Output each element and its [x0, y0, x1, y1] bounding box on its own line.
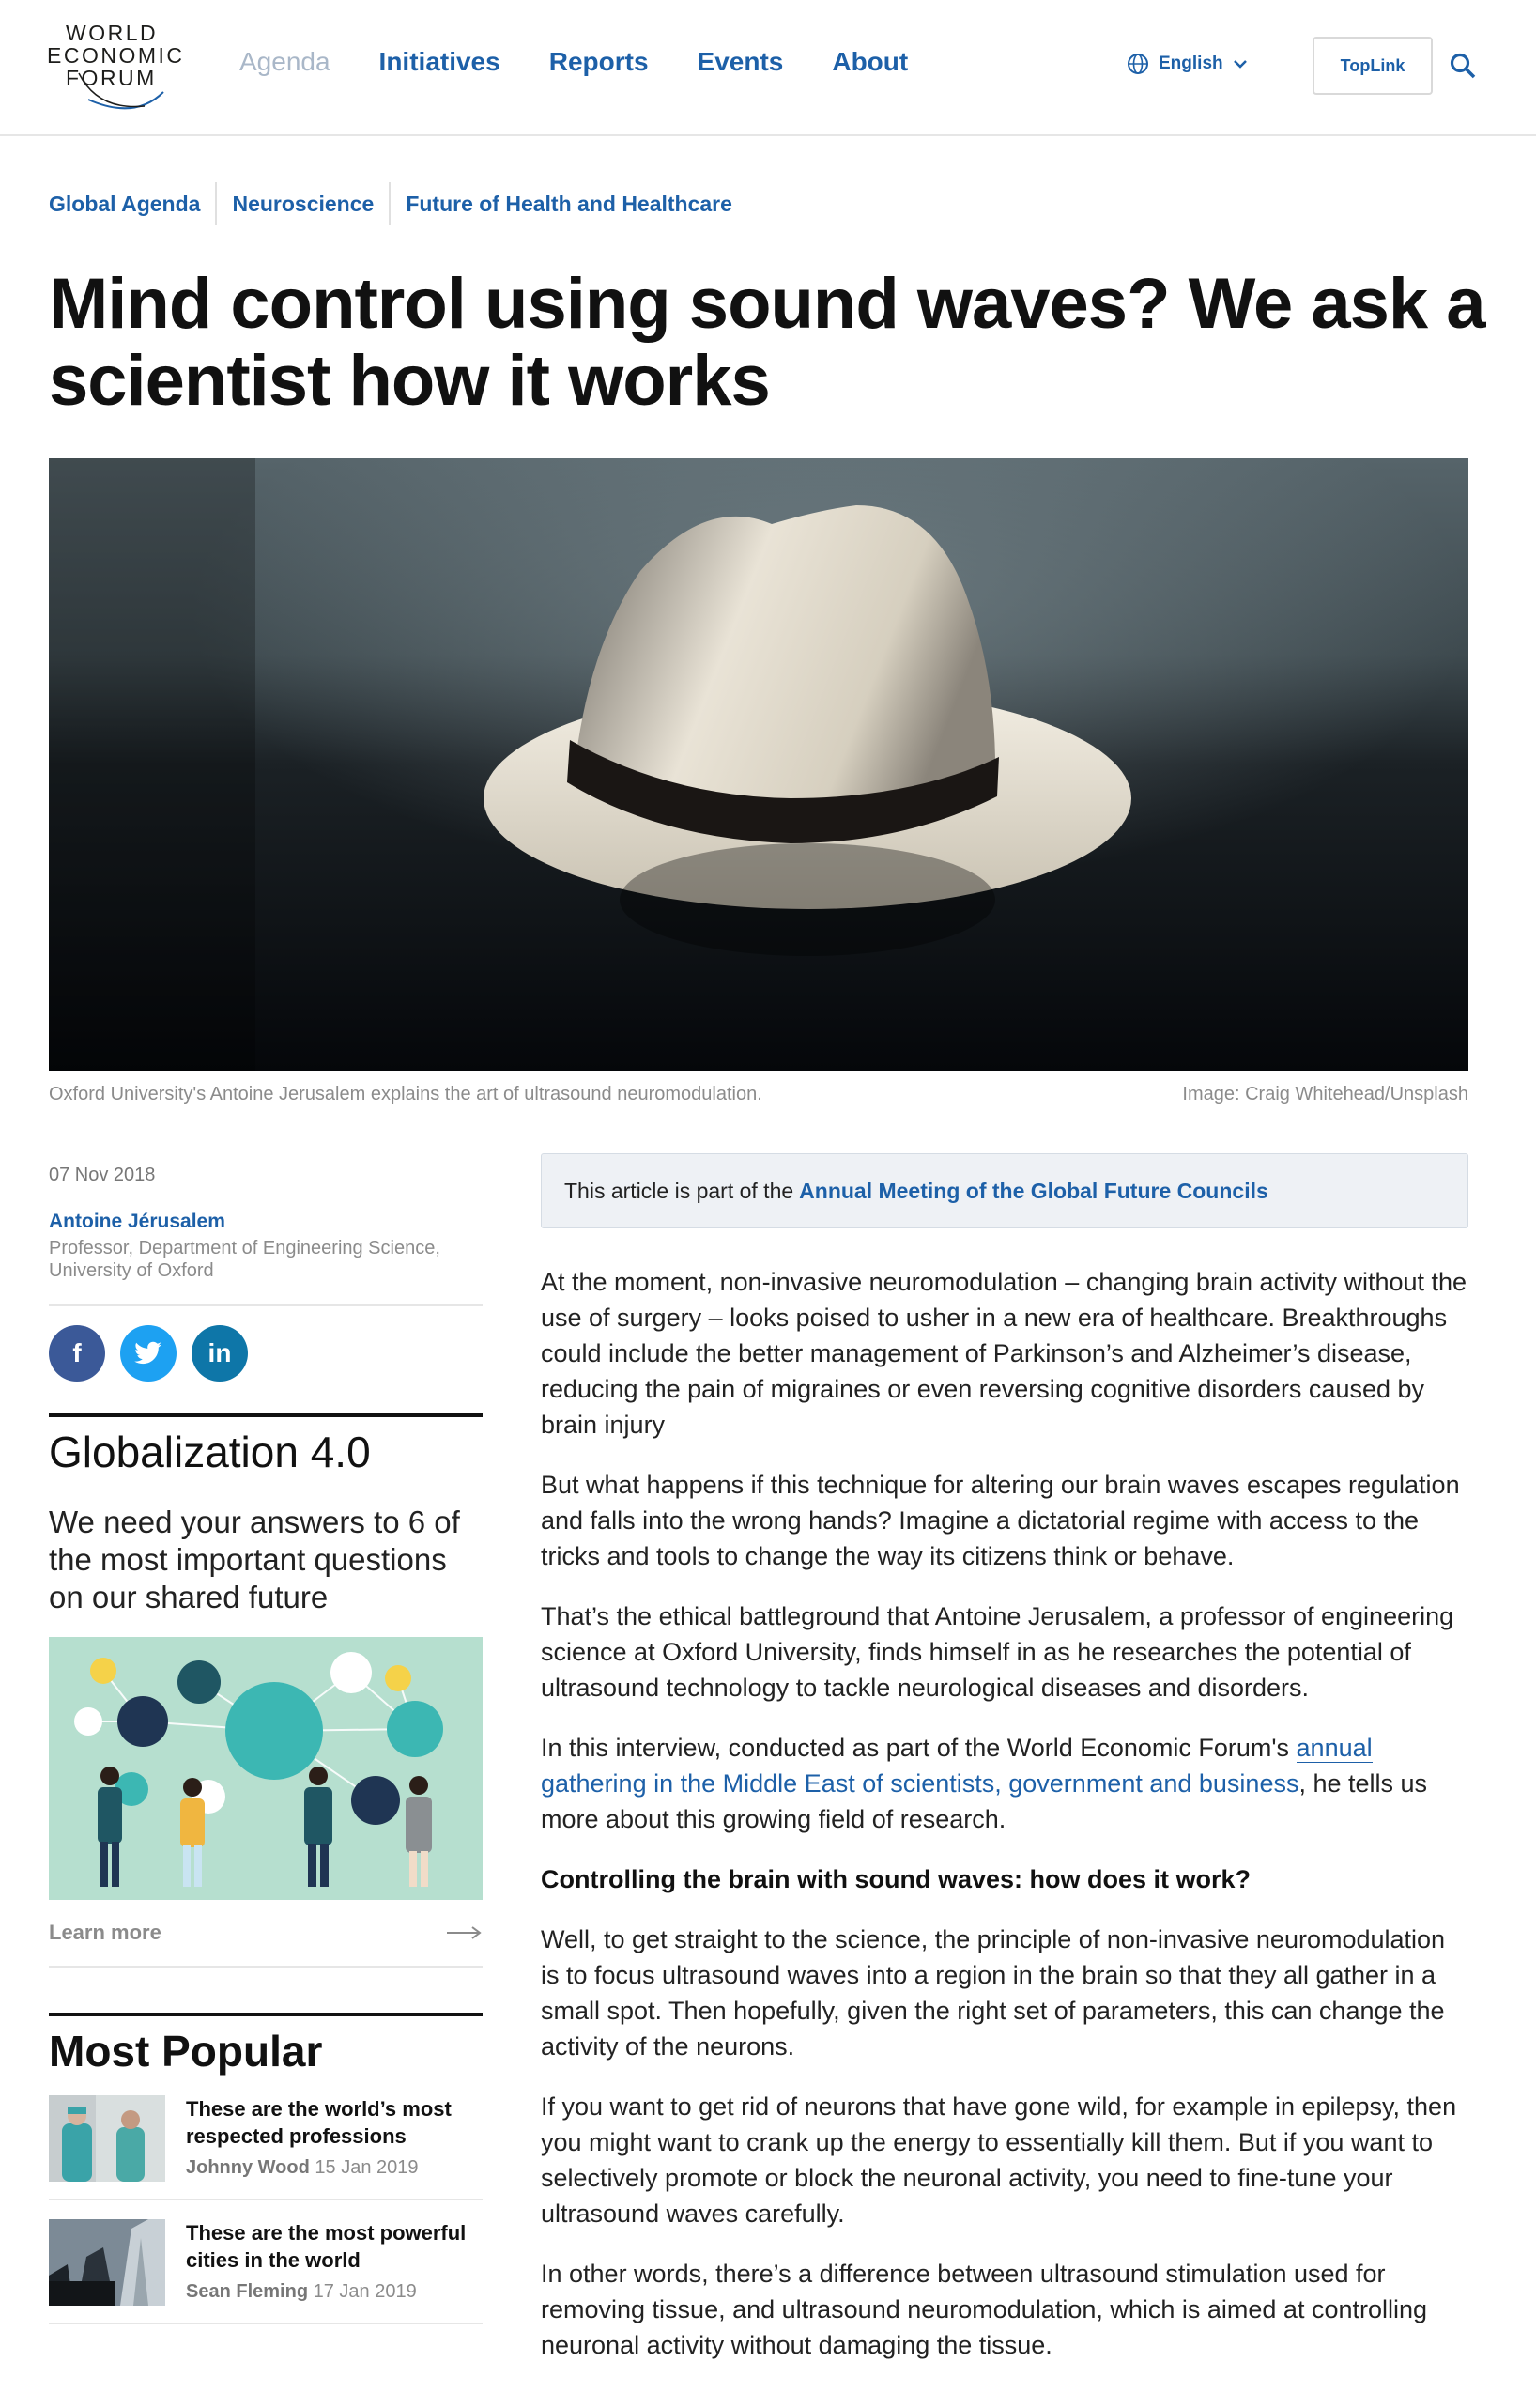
notice-link[interactable]: Annual Meeting of the Global Future Councils: [799, 1178, 1268, 1203]
search-icon[interactable]: [1449, 52, 1477, 80]
toplink-button[interactable]: TopLink: [1313, 37, 1433, 95]
site-header: [0, 0, 1536, 136]
facebook-icon: f: [72, 1338, 82, 1367]
learn-more-link[interactable]: [49, 1921, 483, 1945]
breadcrumb: [49, 182, 747, 225]
article-body: [541, 1153, 1468, 2363]
facebook-share-button[interactable]: [49, 1325, 105, 1382]
promo-illustration[interactable]: [49, 1637, 483, 1900]
popular-thumbnail: [49, 2219, 165, 2306]
share-buttons: [49, 1325, 483, 1382]
popular-date: 15 Jan 2019: [315, 2157, 419, 2178]
main-nav: [239, 47, 908, 77]
popular-date: 17 Jan 2019: [313, 2281, 417, 2302]
paragraph-text: In this interview, conducted as part of the World Economic Forum's: [541, 1734, 1290, 1762]
annual-gathering-link[interactable]: annual gathering in the Middle East of scientists, government and business: [541, 1734, 1373, 1798]
hero-image: [49, 458, 1468, 1071]
most-popular-title: Most Popular: [49, 2027, 323, 2076]
article-sidebar: [49, 1165, 483, 2324]
publish-date: 07 Nov 2018: [49, 1165, 156, 1185]
language-label: English: [1159, 54, 1223, 73]
twitter-icon: [134, 1341, 162, 1366]
nav-agenda[interactable]: Agenda: [239, 47, 330, 76]
wef-logo[interactable]: [41, 17, 201, 116]
popular-item[interactable]: [49, 2095, 483, 2182]
image-caption: Oxford University's Antoine Jerusalem explains the art of ultrasound neuromodulation.: [49, 1084, 762, 1104]
article-title: Mind control using sound waves? We ask a scientist how it works: [49, 264, 1485, 421]
logo-word-3: FORUM: [66, 66, 157, 90]
paragraph: That’s the ethical battleground that Antoine Jerusalem, a professor of engineering science at Oxford University, finds himself in as he researches the potential of ultrasound technology to tackle neurological diseases and disorders.: [541, 1602, 1454, 1702]
tag-neuroscience[interactable]: Neuroscience: [215, 182, 389, 225]
arrow-right-icon: [445, 1925, 483, 1940]
section-rule: [49, 1413, 483, 1417]
image-credit: Image: Craig Whitehead/Unsplash: [1182, 1084, 1468, 1104]
divider: [49, 2323, 483, 2324]
divider: [49, 2199, 483, 2200]
promo-text: We need your answers to 6 of the most important questions on our shared future: [49, 1505, 460, 1614]
nav-initiatives[interactable]: Initiatives: [378, 47, 500, 76]
tag-global-agenda[interactable]: Global Agenda: [49, 192, 201, 216]
divider: [49, 1966, 483, 1968]
section-rule: [49, 2013, 483, 2016]
promo-title: Globalization 4.0: [49, 1428, 371, 1476]
popular-meta: [186, 2281, 483, 2303]
twitter-share-button[interactable]: [120, 1325, 177, 1382]
paragraph: If you want to get rid of neurons that have gone wild, for example in epilepsy, then you might want to crank up the energy to essentially kill them. But if you want to selectively promote or block the neuronal activity, you need to fine-tune your ultrasound waves carefully.: [541, 2092, 1457, 2228]
popular-meta: [186, 2157, 483, 2179]
paragraph: Well, to get straight to the science, the principle of non-invasive neuromodulation is to focus ultrasound waves into a region in the brain so that they all gather in a small spot. Then hopefully, given the right set of parameters, this can change the activity of the neurons.: [541, 1925, 1446, 2061]
popular-item[interactable]: [49, 2219, 483, 2306]
linkedin-share-button[interactable]: [192, 1325, 248, 1382]
author-name[interactable]: Antoine Jérusalem: [49, 1211, 225, 1232]
surgeons-photo: [49, 2095, 165, 2182]
tag-future-of-health[interactable]: Future of Health and Healthcare: [389, 182, 747, 225]
popular-author: Johnny Wood: [186, 2157, 310, 2178]
divider: [49, 1304, 483, 1306]
section-heading: Controlling the brain with sound waves: how does it work?: [541, 1865, 1252, 1893]
paragraph: [541, 1730, 1468, 1837]
popular-author: Sean Fleming: [186, 2281, 309, 2302]
author-role: Professor, Department of Engineering Science, University of Oxford: [49, 1238, 440, 1281]
globe-icon: [1127, 53, 1149, 75]
notice-prefix: This article is part of the: [564, 1178, 794, 1203]
logo-word-2: ECONOMIC: [47, 43, 185, 68]
paragraph-text: , he tells us more about this growing field of research.: [541, 1769, 1428, 1833]
popular-thumbnail: [49, 2095, 165, 2182]
language-selector[interactable]: [1127, 53, 1248, 75]
hat-photo: [49, 458, 1468, 1071]
popular-title: These are the world’s most respected professions: [186, 2097, 452, 2148]
learn-more-label: Learn more: [49, 1921, 161, 1944]
nav-reports[interactable]: Reports: [548, 47, 649, 76]
popular-title: These are the most powerful cities in the world: [186, 2221, 467, 2272]
linkedin-icon: in: [207, 1338, 232, 1367]
skyline-photo: [49, 2219, 165, 2306]
article-series-notice: [541, 1153, 1468, 1228]
paragraph: At the moment, non-invasive neuromodulation – changing brain activity without the use of surgery – looks poised to usher in a new era of healthcare. Breakthroughs could include the better management of Parkinson’s and Alzheimer’s disease, reducing the pain of migraines or even reversing cognitive disorders caused by brain injury: [541, 1268, 1467, 1439]
chevron-down-icon: [1233, 58, 1248, 69]
nav-about[interactable]: About: [832, 47, 909, 76]
paragraph: But what happens if this technique for altering our brain waves escapes regulation and falls into the wrong hands? Imagine a dictatorial regime with access to the tricks and tools to change the way its citizens think or behave.: [541, 1471, 1460, 1570]
nav-events[interactable]: Events: [697, 47, 784, 76]
paragraph: In other words, there’s a difference between ultrasound stimulation used for removing tissue, and ultrasound neuromodulation, which is aimed at controlling neuronal activity without damaging the tissue.: [541, 2260, 1428, 2359]
people-bubbles-illustration: [49, 1637, 483, 1900]
logo-word-1: WORLD: [66, 21, 159, 45]
